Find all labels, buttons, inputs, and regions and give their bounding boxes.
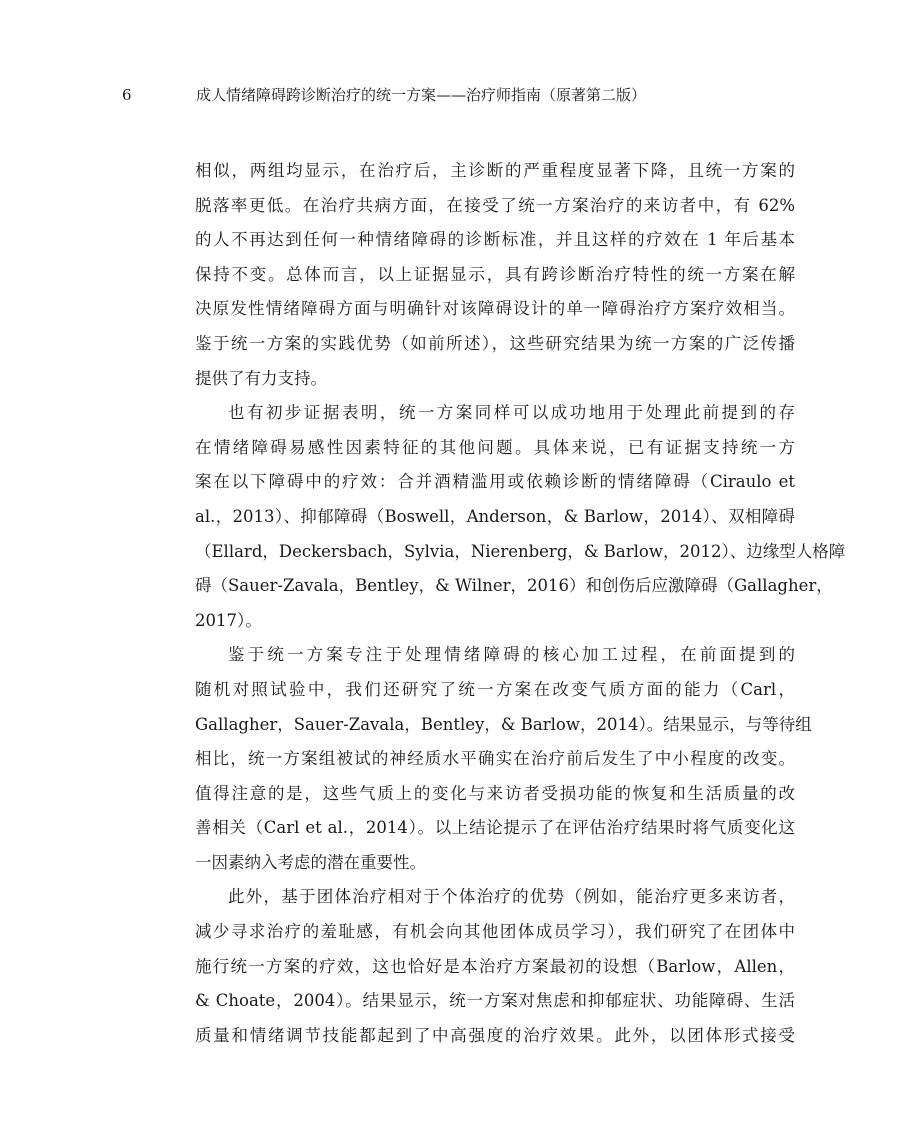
text-line: 随机对照试验中，我们还研究了统一方案在改变气质方面的能力（Carl， (195, 679, 795, 699)
text-line: 相似，两组均显示，在治疗后，主诊断的严重程度显著下降，且统一方案的 (195, 161, 795, 180)
text-line: 脱落率更低。在治疗共病方面，在接受了统一方案治疗的来访者中，有 62% (195, 195, 795, 215)
text-line: 碍（Sauer-Zavala，Bentley，& Wilner，2016）和创伤后应激障碍（Gallagher， (195, 576, 833, 596)
text-line: 在情绪障碍易感性因素特征的其他问题。具体来说，已有证据支持统一方 (195, 437, 795, 457)
paragraph-1 (195, 154, 795, 396)
running-head (0, 82, 900, 108)
book-title: 成人情绪障碍跨诊断治疗的统一方案——治疗师指南（原著第二版） (196, 86, 647, 104)
paragraph-3 (195, 638, 812, 880)
text-line: 质量和情绪调节技能都起到了中高强度的治疗效果。此外，以团体形式接受 (195, 1025, 795, 1045)
body-text (195, 154, 846, 1053)
text-line: Gallagher，Sauer-Zavala，Bentley，& Barlow，2014）。结果显示，与等待组 (195, 714, 812, 734)
paragraph-2 (195, 396, 846, 638)
text-line: 相比，统一方案组被试的神经质水平确实在治疗前后发生了中小程度的改变。 (195, 749, 795, 769)
text-line: 减少寻求治疗的羞耻感，有机会向其他团体成员学习），我们研究了在团体中 (195, 922, 795, 942)
text-line: 保持不变。总体而言，以上证据显示，具有跨诊断治疗特性的统一方案在解 (195, 264, 795, 284)
text-line: 此外，基于团体治疗相对于个体治疗的优势（例如，能治疗更多来访者， (228, 887, 795, 907)
page-number: 6 (122, 86, 132, 104)
text-line: 鉴于统一方案的实践优势（如前所述），这些研究结果为统一方案的广泛传播 (195, 333, 795, 353)
text-line: （Ellard，Deckersbach，Sylvia，Nierenberg，& Barlow，2012）、边缘型人格障 (195, 541, 846, 561)
text-line: & Choate，2004）。结果显示，统一方案对焦虑和抑郁症状、功能障碍、生活 (195, 991, 795, 1011)
text-line: al.，2013）、抑郁障碍（Boswell，Anderson，& Barlow，2014）、双相障碍 (195, 506, 795, 526)
text-line: 施行统一方案的疗效，这也恰好是本治疗方案最初的设想（Barlow，Allen， (195, 956, 795, 976)
text-line: 决原发性情绪障碍方面与明确针对该障碍设计的单一障碍治疗方案疗效相当。 (195, 299, 795, 319)
text-line: 鉴于统一方案专注于处理情绪障碍的核心加工过程，在前面提到的 (228, 645, 795, 665)
text-line: 案在以下障碍中的疗效：合并酒精滥用或依赖诊断的情绪障碍（Ciraulo et (195, 472, 795, 492)
text-line: 也有初步证据表明，统一方案同样可以成功地用于处理此前提到的存 (228, 403, 795, 423)
paragraph-4 (195, 880, 795, 1053)
text-line: 提供了有力支持。 (195, 368, 327, 388)
text-line: 值得注意的是，这些气质上的变化与来访者受损功能的恢复和生活质量的改 (195, 783, 795, 803)
text-line: 善相关（Carl et al.，2014）。以上结论提示了在评估治疗结果时将气质变化这 (195, 818, 795, 838)
text-line: 的人不再达到任何一种情绪障碍的诊断标准，并且这样的疗效在 1 年后基本 (195, 230, 795, 250)
text-line: 一因素纳入考虑的潜在重要性。 (195, 852, 426, 872)
text-line: 2017）。 (195, 610, 262, 630)
